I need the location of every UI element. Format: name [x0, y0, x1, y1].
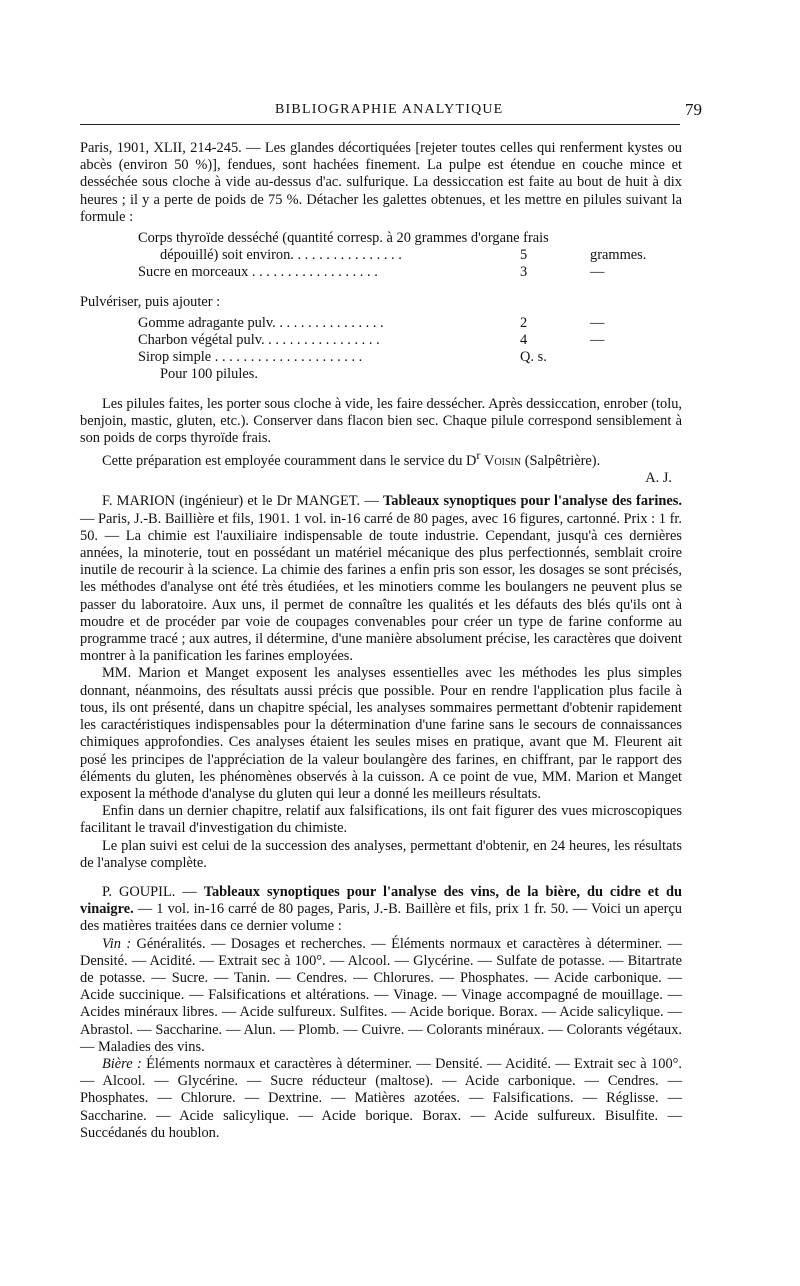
recipe-row [80, 247, 682, 264]
recipe-row [80, 315, 682, 332]
review-authors: F. MARION (ingénieur) et le Dr MANGET. — [102, 493, 383, 510]
recipe-row [80, 332, 682, 349]
preparation-paragraph: Cette préparation est employée couramment dans le service du $D^r$ Voisin (Salpêtrière). [102, 448, 601, 470]
thyroid-intro-paragraph: Paris, 1901, XLII, 214-245. — Les glandes décortiquées [rejeter toutes celles qui renferment kystes ou abcès (environ 50 %)], fendues, sont hachées finement. La pulpe est étendue en couche mince et desséchée sous cloche à vide au-dessus d'ac. sulfurique. La dessiccation est faite au bout de huit à dix heures ; il y a perte de poids de 75 %. Détacher les galettes obtenues, et les mettre en pilules suivant la formule : [80, 140, 682, 225]
marion-paragraph-4: Le plan suivi est celui de la succession des analyses, permettant d'obtenir, en 24 heures, les résultats de l'analyse complète. [80, 837, 682, 871]
section-label-vin: Vin : [102, 935, 132, 952]
recipe-item-gomme: Gomme adragante pulv. . . . . . . . . . . . . . . . [138, 314, 384, 331]
recipe-unit: — [590, 314, 605, 331]
goupil-review-paragraph: P. GOUPIL. — Tableaux synoptiques pour l'analyse des vins, de la bière, du cidre et du vinaigre. — 1 vol. in-16 carré de 80 pages, Paris, J.-B. Baillère et fils, prix 1 fr. 50. — Voici un aperçu des matières traitées dans ce dernier volume : [80, 883, 682, 935]
recipe-unit: grammes. [590, 247, 647, 264]
review-title: Tableaux synoptiques pour l'analyse des farines. [382, 493, 682, 510]
recipe-item-charbon: Charbon végétal pulv. . . . . . . . . . . . . . . . . [138, 332, 380, 349]
goupil-biere-paragraph: Bière : Éléments normaux et caractères à déterminer. — Densité. — Acidité. — Extrait sec à 100°. — Alcool. — Glycérine. — Sucre réducteur (maltose). — Acide carbonique. — Cendres. — Phosphates. — Chlorure. — Dextrine. — Matières azotées. — Falsifications. — Réglisse. — Saccharine. — Acide salicylique. — Acide borique. Borax. — Acide sulfureux. Bisulfite. — Succédanés du houblon. [80, 1055, 682, 1141]
recipe-row [80, 349, 682, 366]
running-title: BIBLIOGRAPHIE ANALYTIQUE [275, 102, 504, 117]
page-body [80, 140, 682, 1142]
pills-paragraph: Les pilules faites, les porter sous cloche à vide, les faire dessécher. Après dessiccation, enrober (tolu, benjoin, mastic, gluten, etc.). Conserver dans flacon bien sec. Chaque pilule correspond sensiblement à son poids de corps thyroïde frais. [80, 395, 682, 447]
recipe-qty: 3 [520, 264, 528, 281]
marion-paragraph-2: MM. Marion et Manget exposent les analyses essentielles avec les méthodes les plus simples donnant, néanmoins, des résultats aussi précis que possible. Pour en rendre l'application plus facile à tous, ils ont présenté, dans un chapitre spécial, les analyses sommaires permettant d'obtenir rapidement les caractéristiques indispensables pour la détermination d'une farine sans le secours de connaissances chimiques approfondies. Ces analyses étaient les seules mises en pratique, avant que M. Fleurent ait posé les principes de l'appréciation de la valeur boulangère des farines, en chiffrant, par le rapport des éléments du gluten, les phénomènes observés à la cuisson. A ce point de vue, MM. Marion et Manget exposent la méthode d'analyse du gluten qui leur a donné les meilleurs résultats. [80, 665, 682, 802]
recipe-qty: 5 [520, 247, 528, 264]
recipe-item-corps-line1: Corps thyroïde desséché (quantité corresp. à 20 grammes d'organe frais [138, 230, 549, 247]
recipe-item-sucre: Sucre en morceaux . . . . . . . . . . . . . . . . . . [138, 264, 378, 281]
page-number: 79 [685, 100, 702, 119]
review-title: Tableaux synoptiques pour l'analyse des vins, de la bière, du cidre et du vinaigre. [80, 883, 682, 918]
goupil-vin-paragraph: Vin : Généralités. — Dosages et recherches. — Éléments normaux et caractères à déterminer. — Densité. — Acidité. — Extrait sec à 100°. — Alcool. — Glycérine. — Sulfate de potasse. — Bitartrate de potasse. — Sucre. — Tanin. — Cendres. — Chlorures. — Phosphates. — Acide carbonique. — Acide succinique. — Falsifications et altérations. — Vinage. — Vinage accompagné de mouillage. — Acides minéraux libres. — Acide sulfureux. Sulfites. — Acide borique. Borax. — Acide salicylique. — Abrastol. — Saccharine. — Alun. — Plomb. — Cuivre. — Colorants minéraux. — Colorants végétaux. — Maladies des vins. [80, 935, 682, 1055]
recipe-block-2 [80, 315, 682, 384]
section-label-biere: Bière : [102, 1055, 142, 1072]
marion-review-paragraph: F. MARION (ingénieur) et le Dr MANGET. — Tableaux synoptiques pour l'analyse des farines. — Paris, J.-B. Baillière et fils, 1901. 1 vol. in-16 carré de 80 pages, avec 16 figures, cartonné. Prix : 1 fr. 50. — La chimie est l'auxiliaire indispensable de toute industrie. Cependant, jusqu'à ces dernières années, la minoterie, tout en possédant un matériel mécanique des plus perfectionnés, semblait croire inutile de recourir à la science. La chimie des farines a enfin pris son essor, les dosages se sont précisés, les méthodes d'analyse ont été très étudiées, et les minotiers comme les boulangers ne peuvent plus se passer du laboratoire. Aux uns, il permet de connaître les qualités et les défauts des blés qu'ils ont à moudre et de procéder par voie de coupages convenables pour créer un type de farine conforme au programme tracé ; aux autres, il détermine, d'une manière absolument précise, les caractères que doivent montrer à la panification les farines employées. [80, 493, 682, 665]
marion-paragraph-3: Enfin dans un dernier chapitre, relatif aux falsifications, ils ont fait figurer des vues microscopiques facilitant le travail d'investigation du chimiste. [80, 803, 682, 837]
recipe-unit: — [590, 264, 605, 281]
person-name: Voisin [484, 453, 522, 470]
running-header [80, 100, 702, 124]
recipe-block-1 [80, 230, 682, 282]
header-rule [80, 124, 680, 125]
recipe-qty: 2 [520, 314, 528, 331]
recipe-qty: 4 [520, 332, 528, 349]
recipe-row [80, 264, 682, 281]
pulverise-line: Pulvériser, puis ajouter : [80, 293, 221, 310]
recipe-item-corps-line2: dépouillé) soit environ. . . . . . . . . . . . . . . . [160, 247, 402, 264]
recipe-unit: — [590, 332, 605, 349]
recipe-item-sirop: Sirop simple . . . . . . . . . . . . . . . . . . . . . [138, 349, 363, 366]
recipe-total: Pour 100 pilules. [160, 366, 258, 383]
review-authors: P. GOUPIL. — [102, 883, 204, 900]
reviewer-initials: A. J. [645, 470, 672, 487]
recipe-qty: Q. s. [520, 349, 547, 366]
